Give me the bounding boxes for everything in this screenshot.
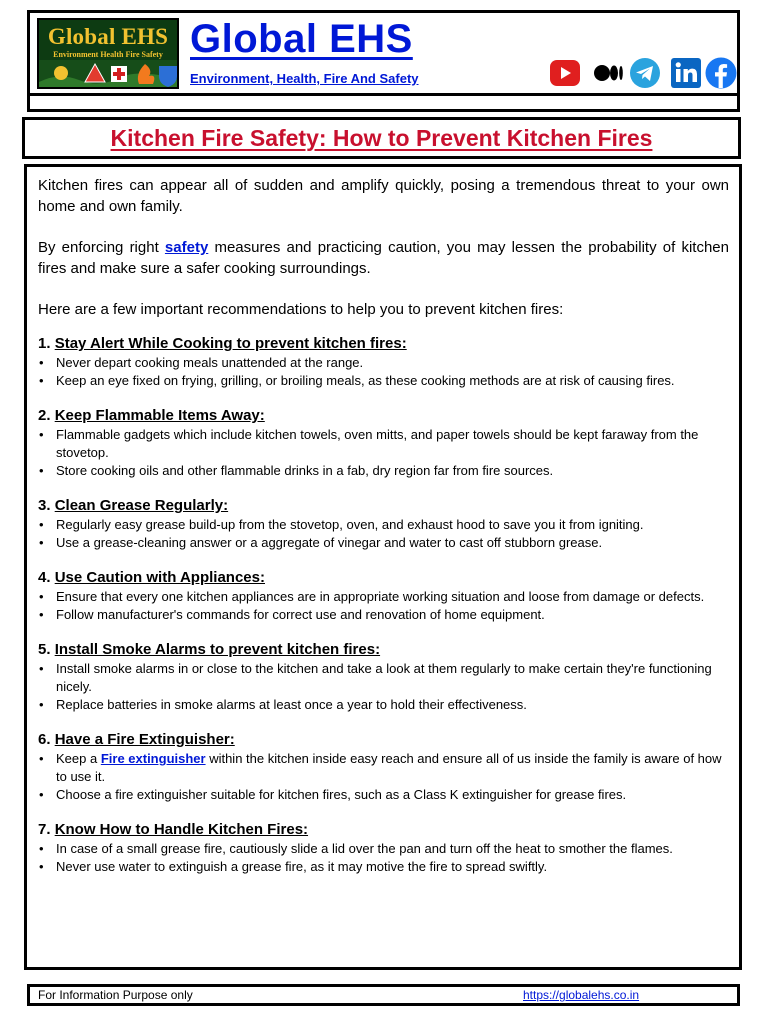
list-item: • Keep an eye fixed on frying, grilling, or broiling meals, as these cooking methods are at risk of causing fires. [56, 372, 729, 390]
footer-box [27, 984, 740, 1006]
bullet-list [38, 840, 729, 876]
list-item: • Install smoke alarms in or close to the kitchen and take a look at them regularly to make certain they're functioning nicely. [56, 660, 729, 696]
list-item: • Use a grease-cleaning answer or a aggregate of vinegar and water to cast off stubborn grease. [56, 534, 729, 552]
page-title: Kitchen Fire Safety: How to Prevent Kitchen Fires [110, 125, 653, 151]
linkedin-icon[interactable] [670, 57, 702, 89]
safety-link[interactable]: safety [164, 239, 209, 256]
list-item: • Flammable gadgets which include kitchen towels, oven mitts, and paper towels should be kept faraway from the stovetop. [56, 426, 729, 462]
header-box [27, 10, 740, 112]
brand-title[interactable]: Global EHS [190, 17, 413, 61]
section-title: Clean Grease Regularly: [54, 497, 229, 514]
brand-subtitle[interactable]: Environment, Health, Fire And Safety [190, 71, 419, 86]
intro-paragraph-1: Kitchen fires can appear all of sudden and amplify quickly, posing a tremendous threat to your own home and own family. [38, 177, 729, 215]
section-number: 2. [38, 407, 51, 424]
section-title: Use Caution with Appliances: [54, 569, 265, 586]
logo-subtitle: Environment Health Fire Safety [53, 50, 163, 59]
list-item: • Never depart cooking meals unattended at the range. [56, 354, 729, 372]
list-item: • Ensure that every one kitchen appliances are in appropriate working situation and loose from damage or defects. [56, 588, 729, 606]
youtube-icon[interactable] [549, 57, 581, 89]
header-divider [30, 93, 737, 96]
list-item: • Store cooking oils and other flammable drinks in a fab, dry region far from fire sources. [56, 462, 729, 480]
item-text-before: Keep a [56, 751, 101, 766]
global-ehs-logo[interactable] [37, 18, 179, 89]
section-heading [38, 820, 729, 840]
section-title: Install Smoke Alarms to prevent kitchen fires: [54, 641, 381, 658]
section-6 [38, 730, 729, 804]
item-text-after: within the kitchen inside easy reach and ensure all of us inside the family is aware of how to use it. [56, 751, 722, 784]
section-7 [38, 820, 729, 876]
section-title: Have a Fire Extinguisher: [54, 731, 235, 748]
section-number: 6. [38, 731, 51, 748]
bullet-list [38, 660, 729, 714]
website-link[interactable]: https://globalehs.co.in [523, 988, 640, 1002]
section-heading [38, 568, 729, 588]
section-number: 7. [38, 821, 51, 838]
section-1 [38, 334, 729, 390]
facebook-icon[interactable] [705, 57, 737, 89]
bullet-list [38, 354, 729, 390]
telegram-icon[interactable] [629, 57, 661, 89]
list-item: • Follow manufacturer's commands for correct use and renovation of home equipment. [56, 606, 729, 624]
section-heading [38, 730, 729, 750]
fire-extinguisher-link[interactable]: Fire extinguisher [100, 751, 206, 766]
title-box [22, 117, 741, 159]
section-title: Keep Flammable Items Away: [54, 407, 265, 424]
list-item [56, 750, 729, 786]
intro-paragraph-2 [38, 237, 729, 279]
section-3 [38, 496, 729, 552]
section-number: 3. [38, 497, 51, 514]
bullet-list [38, 516, 729, 552]
section-4 [38, 568, 729, 624]
section-heading [38, 496, 729, 516]
logo-title: Global EHS [47, 24, 169, 49]
medium-icon[interactable] [593, 57, 625, 89]
intro-p2-after: measures and practicing caution, you may lessen the probability of kitchen fires and make sure a safer cooking surroundings. [38, 239, 729, 277]
list-item: • Choose a fire extinguisher suitable for kitchen fires, such as a Class K extinguisher for grease fires. [56, 786, 729, 804]
section-number: 1. [38, 335, 51, 352]
list-item: • Never use water to extinguish a grease fire, as it may motive the fire to spread swiftly. [56, 858, 729, 876]
section-heading [38, 406, 729, 426]
section-number: 5. [38, 641, 51, 658]
section-number: 4. [38, 569, 51, 586]
content-box [24, 164, 742, 970]
intro-paragraph-3: Here are a few important recommendations to help you to prevent kitchen fires: [38, 301, 564, 318]
section-5 [38, 640, 729, 714]
list-item: • Replace batteries in smoke alarms at least once a year to hold their effectiveness. [56, 696, 729, 714]
footer-note: For Information Purpose only [38, 988, 193, 1002]
section-title: Stay Alert While Cooking to prevent kitchen fires: [54, 335, 407, 352]
logo-emblem-icon [39, 60, 179, 89]
list-item: • In case of a small grease fire, cautiously slide a lid over the pan and turn off the heat to smother the flames. [56, 840, 729, 858]
section-heading [38, 334, 729, 354]
section-2 [38, 406, 729, 480]
intro-p2-before: By enforcing right [38, 239, 165, 256]
list-item: • Regularly easy grease build-up from the stovetop, oven, and exhaust hood to save you it from igniting. [56, 516, 729, 534]
bullet-list [38, 588, 729, 624]
section-heading [38, 640, 729, 660]
bullet-list [38, 750, 729, 804]
section-title: Know How to Handle Kitchen Fires: [54, 821, 309, 838]
bullet-list [38, 426, 729, 480]
